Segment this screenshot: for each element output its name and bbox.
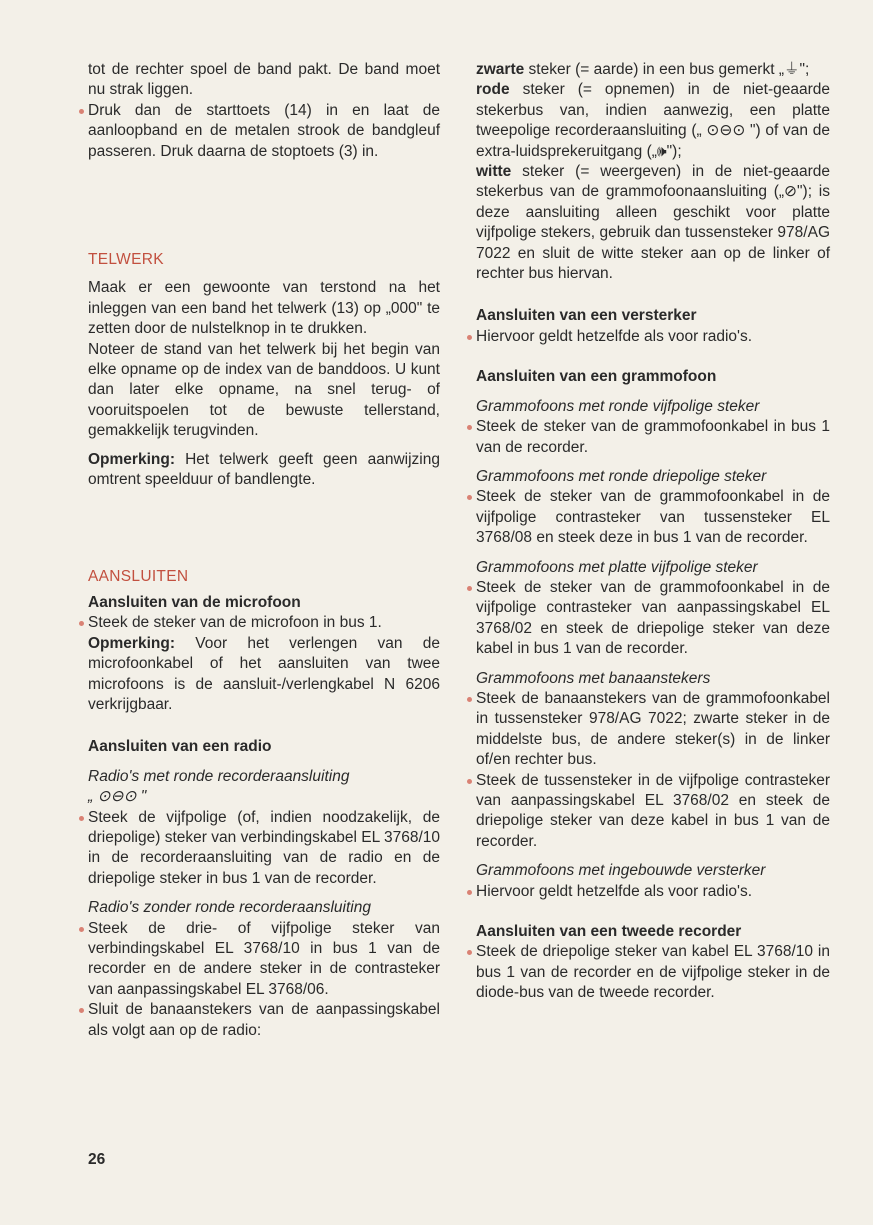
plug-label: zwarte: [476, 61, 525, 78]
heading-grammofoon: Aansluiten van een grammofoon: [476, 368, 717, 386]
heading-microfoon: Aansluiten van de microfoon: [88, 593, 301, 611]
note-text: Voor het verlengen van de microfoonkabel of het aansluiten van twee microfoons is de aansluit-/verlengkabel N 6206 verkrijgbaar.: [88, 634, 440, 713]
section-title-telwerk: TELWERK: [88, 251, 164, 269]
section-title-aansluiten: AANSLUITEN: [88, 567, 189, 585]
bullet-dot: [467, 779, 472, 784]
intro-text: tot de rechter spoel de band pakt. De band moet nu strak liggen.: [88, 61, 440, 99]
subheading-radio-ronde: Radio's met ronde recorderaansluiting: [88, 767, 350, 785]
bullet-dot: [467, 495, 472, 500]
bullet-dot: [79, 927, 84, 932]
heading-tweede-recorder: Aansluiten van een tweede recorder: [476, 923, 742, 941]
recorder-socket-symbol: „ ⊙⊖⊙ ": [88, 788, 147, 806]
bullet-dot: [79, 621, 84, 626]
mic-note: [88, 634, 440, 716]
red-plug-text: [476, 80, 830, 162]
subheading-radio-zonder: Radio's zonder ronde recorderaansluiting: [88, 899, 371, 917]
list-item-text: Steek de driepolige steker van kabel EL 3768/10 in bus 1 van de recorder en de vijfpolige steker in de diode-bus van de tweede recorder.: [476, 943, 830, 1002]
list-item: [476, 578, 830, 660]
list-item-text: Steek de banaanstekers van de grammofoonkabel in tussensteker 978/AG 7022; zwarte steker in de middelste bus, de andere steker(s) in de linker of/en rechter bus.: [476, 689, 830, 769]
bullet-dot: [467, 950, 472, 955]
list-item-text: Druk dan de starttoets (14) in en laat de aanloopband en de metalen strook de bandgleuf passeren. Druk daarna de stoptoets (3) in.: [88, 101, 440, 160]
list-item: [476, 689, 830, 771]
heading-radio: Aansluiten van een radio: [88, 738, 272, 756]
subheading-gram-5: Grammofoons met ingebouwde versterker: [476, 862, 766, 880]
list-item-text: Steek de steker van de grammofoonkabel in bus 1 van de recorder.: [476, 418, 830, 456]
list-item: [476, 487, 830, 548]
list-item-text: Sluit de banaanstekers van de aanpassingskabel als volgt aan op de radio:: [88, 1001, 440, 1039]
list-item: [476, 327, 830, 347]
list-item: [476, 882, 830, 902]
list-item: [476, 417, 830, 458]
list-item-text: Steek de steker van de grammofoonkabel in de vijfpolige contrasteker van aanpassingskabel EL 3768/02 en steek de driepolige steker van deze kabel in bus 1 van de recorder.: [476, 578, 830, 658]
bullet-dot: [467, 335, 472, 340]
subheading-gram-1: Grammofoons met ronde vijfpolige steker: [476, 397, 760, 415]
plug-label: rode: [476, 81, 510, 99]
list-item: [476, 771, 830, 853]
telwerk-note: [88, 450, 440, 491]
plug-text: steker (= weergeven) in de niet-geaarde stekerbus van de grammofoonaansluiting („⊘"); is deze aansluiting alleen geschikt voor platte vijfpolige stekers, gebruik dan tussensteker 978/AG 7022 en sluit de witte steker aan op de linker of rechter bus hiervan.: [476, 163, 830, 283]
heading-versterker: Aansluiten van een versterker: [476, 307, 697, 325]
bullet-dot: [467, 425, 472, 430]
list-item: [88, 613, 440, 633]
right-column: [476, 60, 830, 1004]
note-label: Opmerking:: [88, 450, 175, 468]
bullet-dot: [467, 697, 472, 702]
bullet-dot: [467, 586, 472, 591]
list-item: [88, 101, 440, 162]
plug-label: witte: [476, 163, 512, 181]
list-item-text: Steek de drie- of vijfpolige steker van verbindingskabel EL 3768/10 in bus 1 van de recorder en de andere steker in de contrasteker van aanpassingskabel EL 3768/06.: [88, 919, 440, 998]
white-plug-text: [476, 162, 830, 284]
list-item: [88, 919, 440, 1001]
list-item: [476, 942, 830, 1003]
bullet-dot: [79, 109, 84, 114]
page-number: 26: [88, 1151, 106, 1168]
list-item-text: Hiervoor geldt hetzelfde als voor radio's.: [476, 882, 753, 900]
subheading-gram-3: Grammofoons met platte vijfpolige steker: [476, 558, 758, 576]
bullet-dot: [467, 890, 472, 895]
plug-text: steker (= opnemen) in de niet-geaarde stekerbus van, indien aanwezig, een platte tweepolige recorderaansluiting („ ⊙⊖⊙ ") of van de extra-luidsprekeruitgang („🕪");: [476, 81, 830, 160]
list-item-text: Steek de vijfpolige (of, indien noodzakelijk, de driepolige) steker van verbindingskabel EL 3768/10 in de recorderaansluiting van de radio en de driepolige steker in bus 1 van de recorder.: [88, 808, 440, 887]
telwerk-paragraph-1: Maak er een gewoonte van terstond na het inleggen van een band het telwerk (13) op „000" te zetten door de nulstelknop in te drukken.: [88, 279, 440, 338]
list-item-text: Steek de tussensteker in de vijfpolige contrasteker van aanpassingskabel EL 3768/02 en steek de driepolige steker van deze kabel in bus 1 van de recorder.: [476, 771, 830, 850]
list-item-text: Hiervoor geldt hetzelfde als voor radio's.: [476, 327, 753, 345]
note-text: Het telwerk geeft geen aanwijzing omtrent speelduur of bandlengte.: [88, 450, 440, 489]
list-item-text: Steek de steker van de grammofoonkabel in de vijfpolige contrasteker van tussensteker EL 3768/08 en steek deze in bus 1 van de recorder.: [476, 488, 830, 547]
list-item-text: Steek de steker van de microfoon in bus 1.: [88, 614, 382, 632]
bullet-dot: [79, 816, 84, 821]
list-item: [88, 1000, 440, 1041]
subheading-gram-4: Grammofoons met banaanstekers: [476, 669, 711, 687]
left-column: [88, 60, 440, 1041]
list-item: [88, 808, 440, 890]
subheading-gram-2: Grammofoons met ronde driepolige steker: [476, 467, 767, 485]
telwerk-paragraph-2: Noteer de stand van het telwerk bij het begin van elke opname op de index van de banddoos. U kunt dan later elke opname, na snel terug- of vooruitspoelen tot de bewuste tellerstand, gemakkelijk terugvinden.: [88, 340, 440, 440]
note-label: Opmerking:: [88, 634, 175, 652]
plug-text: steker (= aarde) in een bus gemerkt „⏚";: [524, 61, 810, 78]
black-plug-text: [476, 60, 830, 80]
bullet-dot: [79, 1008, 84, 1013]
